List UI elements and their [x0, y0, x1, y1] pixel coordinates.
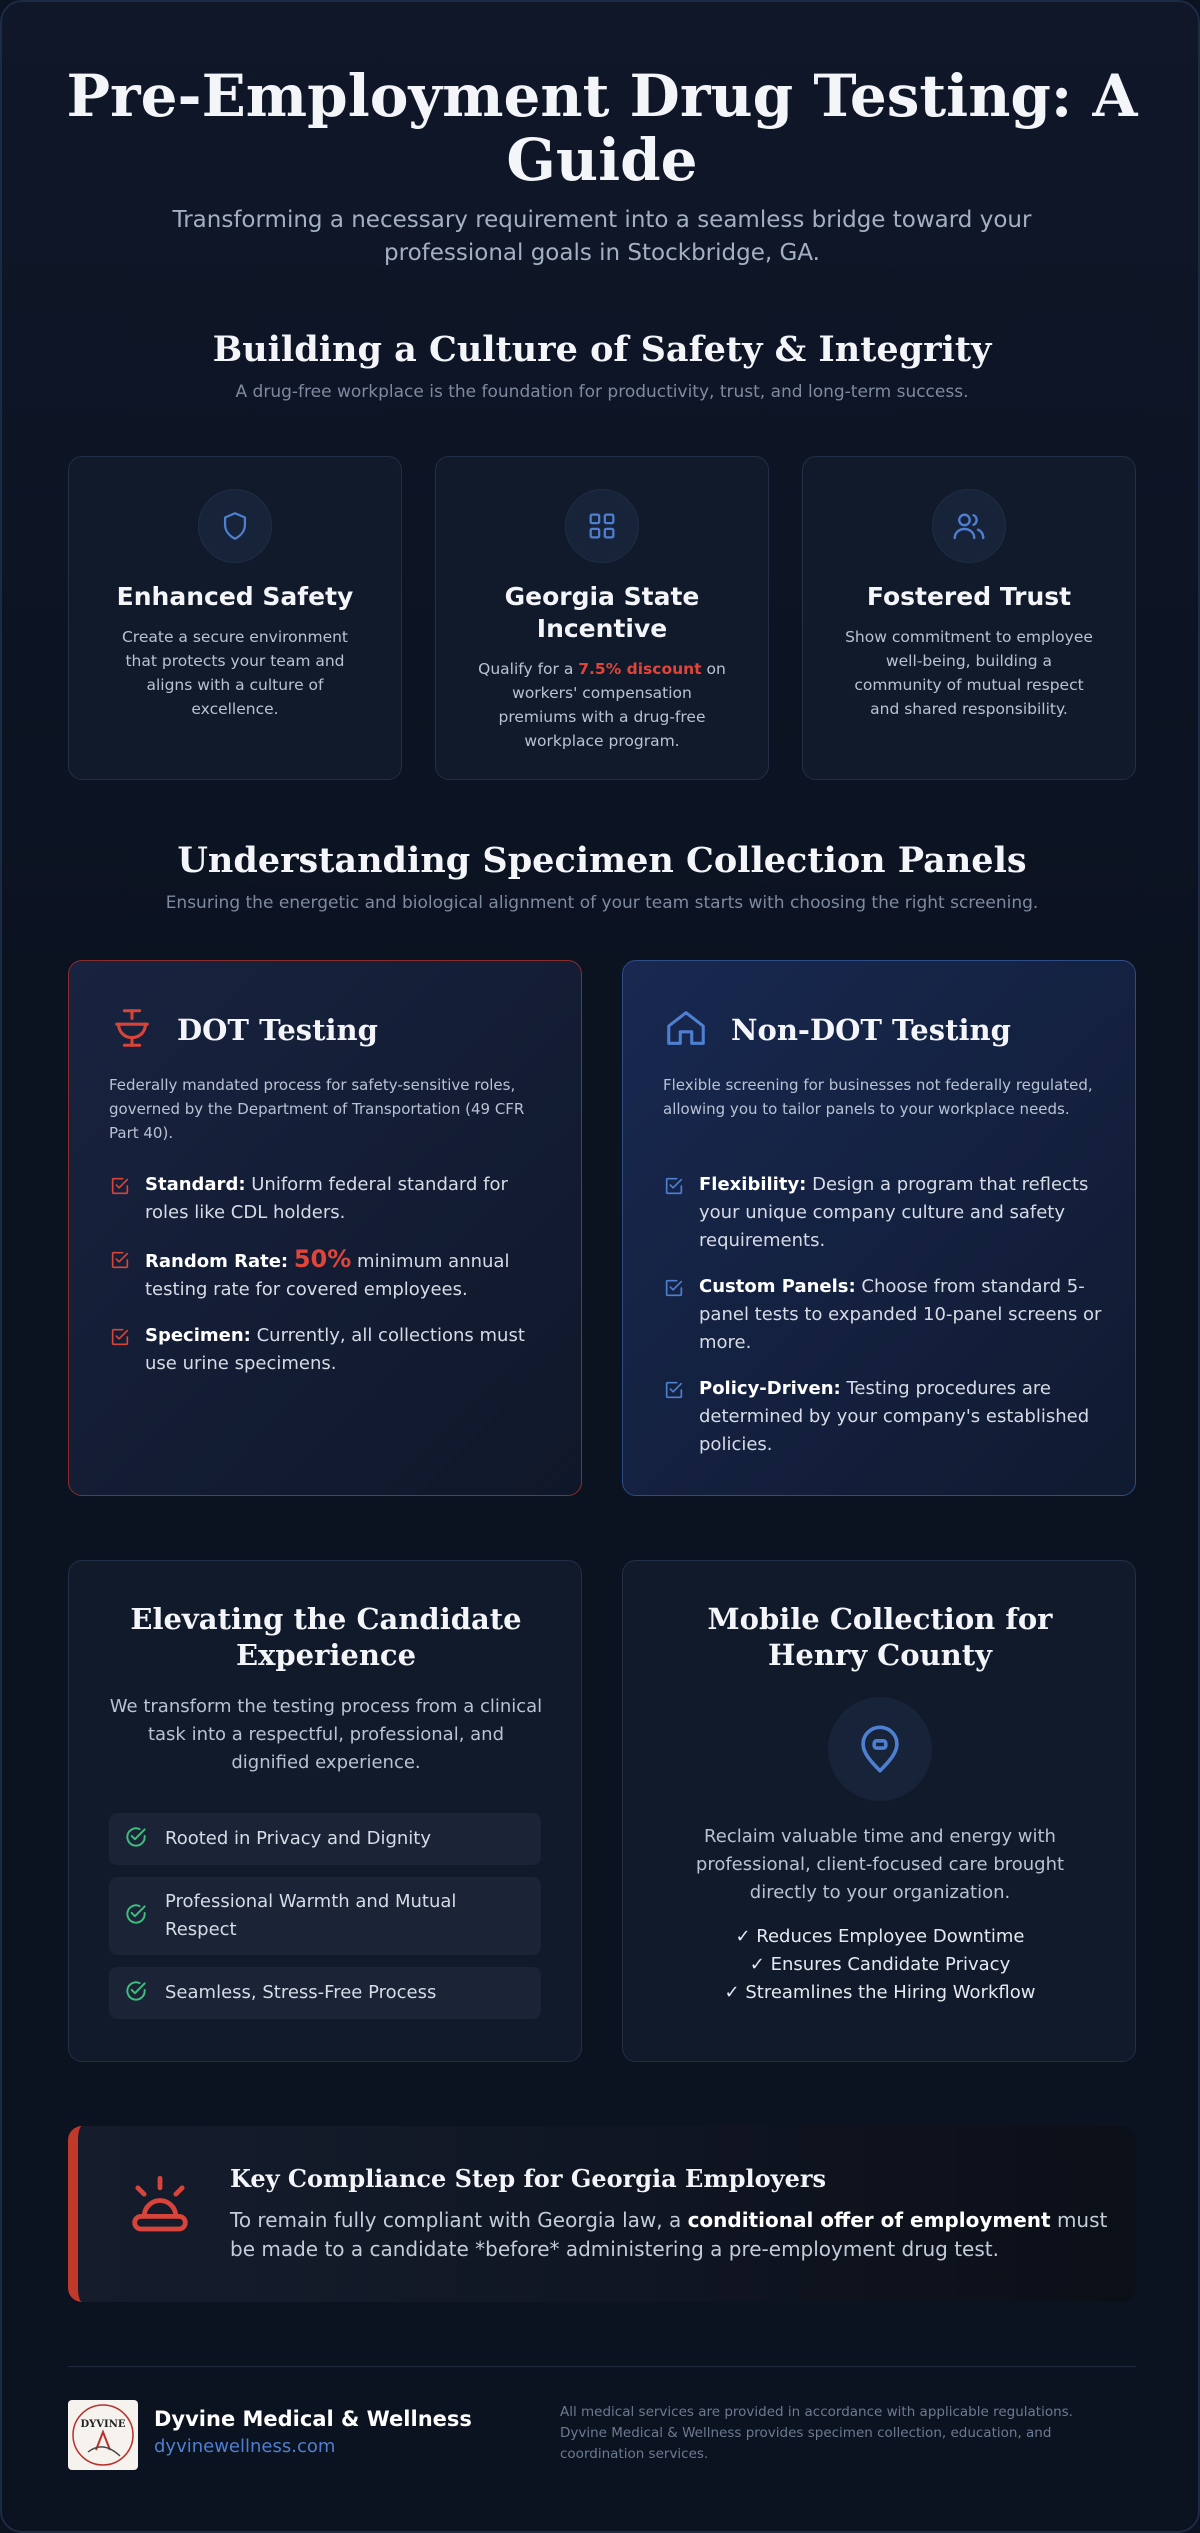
footer-divider — [68, 2366, 1136, 2367]
compliance-callout — [68, 2126, 1136, 2302]
list-item: ✓ Reduces Employee Downtime — [735, 1926, 1025, 1947]
list-item: Custom Panels: Choose from standard 5-panel tests to expanded 10-panel screens or more. — [663, 1273, 1103, 1357]
panels-section-title: Understanding Specimen Collection Panels — [177, 840, 1027, 881]
location-pin-icon — [828, 1697, 932, 1801]
panels-section-subtitle: Ensuring the energetic and biological alignment of your team starts with choosing the right screening. — [165, 893, 1039, 913]
benefit-title: Enhanced Safety — [116, 582, 354, 611]
checkbox-icon — [109, 1249, 131, 1275]
non-dot-testing-description: Flexible screening for businesses not federally regulated, allowing you to tailor panels to your workplace needs. — [663, 1076, 1093, 1118]
candidate-experience-card — [68, 1560, 582, 2062]
candidate-experience-title: Elevating the Candidate Experience — [130, 1602, 522, 1672]
dot-testing-card — [68, 960, 582, 1496]
compliance-title: Key Compliance Step for Georgia Employers — [230, 2164, 827, 2193]
brand-website-link[interactable]: dyvinewellness.com — [154, 2436, 336, 2457]
list-item: Seamless, Stress-Free Process — [109, 1967, 541, 2019]
mobile-collection-card — [622, 1560, 1136, 2062]
list-item: Random Rate: 50% minimum annual testing rate for covered employees. — [109, 1245, 549, 1304]
check-circle-icon — [123, 1901, 149, 1931]
footer-disclaimer: All medical services are provided in accordance with applicable regulations. Dyvine Medical & Wellness provides specimen collection, education, and coordination services. — [560, 2404, 1073, 2462]
mobile-collection-text: Reclaim valuable time and energy with professional, client-focused care brought directly to your organization. — [695, 1826, 1065, 1903]
list-item: Professional Warmth and Mutual Respect — [109, 1877, 541, 1955]
dot-testing-description: Federally mandated process for safety-sensitive roles, governed by the Department of Transportation (49 CFR Part 40). — [109, 1076, 525, 1142]
grid-icon — [565, 489, 639, 563]
discount-highlight: 7.5% discount — [578, 660, 702, 678]
dot-testing-title: DOT Testing — [177, 1013, 378, 1047]
checkbox-icon — [663, 1175, 685, 1201]
benefit-text: Create a secure environment that protects your team and aligns with a culture of excellence. — [121, 628, 349, 718]
culture-section-subtitle: A drug-free workplace is the foundation for productivity, trust, and long-term success. — [235, 382, 969, 402]
list-item: Rooted in Privacy and Dignity — [109, 1813, 541, 1865]
non-dot-testing-title: Non-DOT Testing — [731, 1013, 1011, 1047]
benefit-text: Qualify for a 7.5% discount on workers' compensation premiums with a drug-free workplace program. — [478, 660, 726, 750]
page-title: Pre-Employment Drug Testing: A Guide — [66, 62, 1138, 194]
random-rate-value: 50% — [293, 1245, 352, 1273]
non-dot-testing-list — [663, 1171, 1103, 1477]
list-item: Flexibility: Design a program that reflects your unique company culture and safety requirements. — [663, 1171, 1103, 1255]
benefit-text: Show commitment to employee well-being, building a community of mutual respect and shared responsibility. — [845, 628, 1093, 718]
list-item: Specimen: Currently, all collections must use urine specimens. — [109, 1322, 549, 1378]
checkbox-icon — [109, 1175, 131, 1201]
alarm-icon — [122, 2172, 198, 2252]
non-dot-testing-card — [622, 960, 1136, 1496]
culture-section-title: Building a Culture of Safety & Integrity — [212, 329, 992, 370]
list-item: ✓ Streamlines the Hiring Workflow — [724, 1982, 1036, 2003]
compliance-text: To remain fully compliant with Georgia law, a conditional offer of employment must be made to a candidate *before* administering a pre-employment drug test. — [230, 2208, 1108, 2261]
mobile-collection-title: Mobile Collection for Henry County — [707, 1602, 1053, 1672]
company-logo — [68, 2400, 138, 2470]
building-icon — [663, 1005, 709, 1055]
mobile-collection-list — [663, 1923, 1097, 2007]
benefit-title: Fostered Trust — [866, 582, 1072, 611]
page-subtitle: Transforming a necessary requirement into a seamless bridge toward your professional goals in Stockbridge, GA. — [172, 207, 1032, 266]
checkbox-icon — [663, 1277, 685, 1303]
benefit-card-trust — [802, 456, 1136, 780]
list-item: Policy-Driven: Testing procedures are determined by your company's established policies. — [663, 1375, 1103, 1459]
benefit-title: Georgia State Incentive — [504, 582, 700, 643]
lab-icon — [109, 1005, 155, 1055]
users-icon — [932, 489, 1006, 563]
brand-name: Dyvine Medical & Wellness — [154, 2407, 472, 2431]
shield-icon — [198, 489, 272, 563]
benefit-card-incentive — [435, 456, 769, 780]
check-circle-icon — [123, 1824, 149, 1854]
list-item: ✓ Ensures Candidate Privacy — [749, 1954, 1011, 1975]
svg-text:DYVINE: DYVINE — [80, 2419, 126, 2430]
checkbox-icon — [663, 1379, 685, 1405]
check-circle-icon — [123, 1978, 149, 2008]
candidate-experience-text: We transform the testing process from a clinical task into a respectful, professional, and dignified experience. — [109, 1696, 543, 1773]
dot-testing-list — [109, 1171, 549, 1396]
benefit-card-safety — [68, 456, 402, 780]
checkbox-icon — [109, 1326, 131, 1352]
list-item: Standard: Uniform federal standard for roles like CDL holders. — [109, 1171, 549, 1227]
